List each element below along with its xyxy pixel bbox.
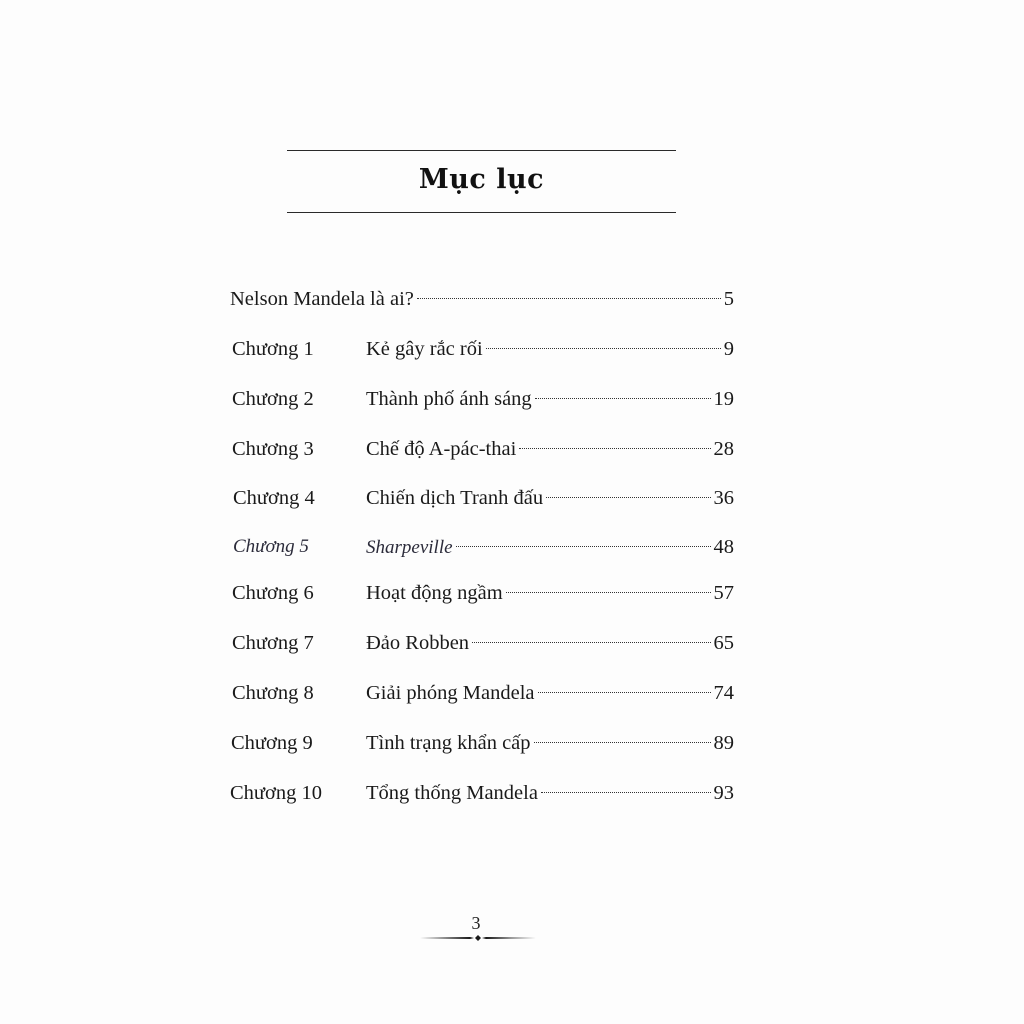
toc-leader-dots xyxy=(506,592,711,593)
toc-chapter-label: Chương 5 xyxy=(233,536,309,557)
toc-leader-dots xyxy=(535,398,711,399)
toc-chapter-label: Chương 8 xyxy=(232,682,314,704)
toc-leader-dots xyxy=(486,348,721,349)
toc-entry-page: 74 xyxy=(713,682,734,704)
toc-chapter-label: Chương 9 xyxy=(231,732,313,754)
page-number-ornament-icon xyxy=(420,932,536,944)
toc-leader-dots xyxy=(519,448,710,449)
toc-chapter-label: Chương 7 xyxy=(232,632,314,654)
toc-chapter-label: Chương 4 xyxy=(233,487,315,509)
page-number: 3 xyxy=(471,913,481,933)
page-title: Mục lục xyxy=(418,164,545,195)
toc-entry-page: 9 xyxy=(723,338,734,360)
toc-entry-name: Giải phóng Mandela xyxy=(366,682,535,704)
toc-leader-dots xyxy=(546,497,710,498)
toc-leader-dots xyxy=(456,546,711,547)
toc-chapter-label: Chương 10 xyxy=(230,782,322,804)
toc-entry-name: Đảo Robben xyxy=(366,632,470,654)
toc-leader-dots xyxy=(534,742,711,743)
toc-leader-dots xyxy=(472,642,710,643)
toc-entry-name: Tổng thống Mandela xyxy=(366,782,538,804)
toc-entry-name: Nelson Mandela là ai? xyxy=(230,288,414,310)
toc-entry-page: 89 xyxy=(713,732,734,754)
toc-chapter-label: Chương 2 xyxy=(232,388,314,410)
title-rule-top xyxy=(287,150,676,151)
toc-entry-page: 48 xyxy=(713,536,734,558)
toc-chapter-label: Chương 3 xyxy=(232,438,314,460)
toc-entry-name: Thành phố ánh sáng xyxy=(366,388,532,410)
toc-entry-name: Tình trạng khẩn cấp xyxy=(366,732,531,754)
toc-entry-page: 19 xyxy=(713,388,734,410)
toc-chapter-label: Chương 6 xyxy=(232,582,314,604)
toc-leader-dots xyxy=(538,692,711,693)
toc-leader-dots xyxy=(541,792,711,793)
title-rule-bottom xyxy=(287,212,676,213)
toc-entry-name: Sharpeville xyxy=(366,537,453,558)
toc-entry-page: 93 xyxy=(713,782,734,804)
toc-entry-name: Chiến dịch Tranh đấu xyxy=(366,487,544,509)
toc-entry-page: 28 xyxy=(713,438,734,460)
toc-entry-page: 36 xyxy=(713,487,734,509)
toc-chapter-label: Chương 1 xyxy=(232,338,314,360)
toc-entry-name: Chế độ A-pác-thai xyxy=(366,438,517,460)
toc-leader-dots xyxy=(417,298,721,299)
toc-entry-page: 57 xyxy=(713,582,734,604)
toc-entry-name: Kẻ gây rắc rối xyxy=(366,338,483,360)
toc-entry-name: Hoạt động ngầm xyxy=(366,582,503,604)
toc-entry-page: 5 xyxy=(723,288,734,310)
toc-entry-page: 65 xyxy=(713,632,734,654)
